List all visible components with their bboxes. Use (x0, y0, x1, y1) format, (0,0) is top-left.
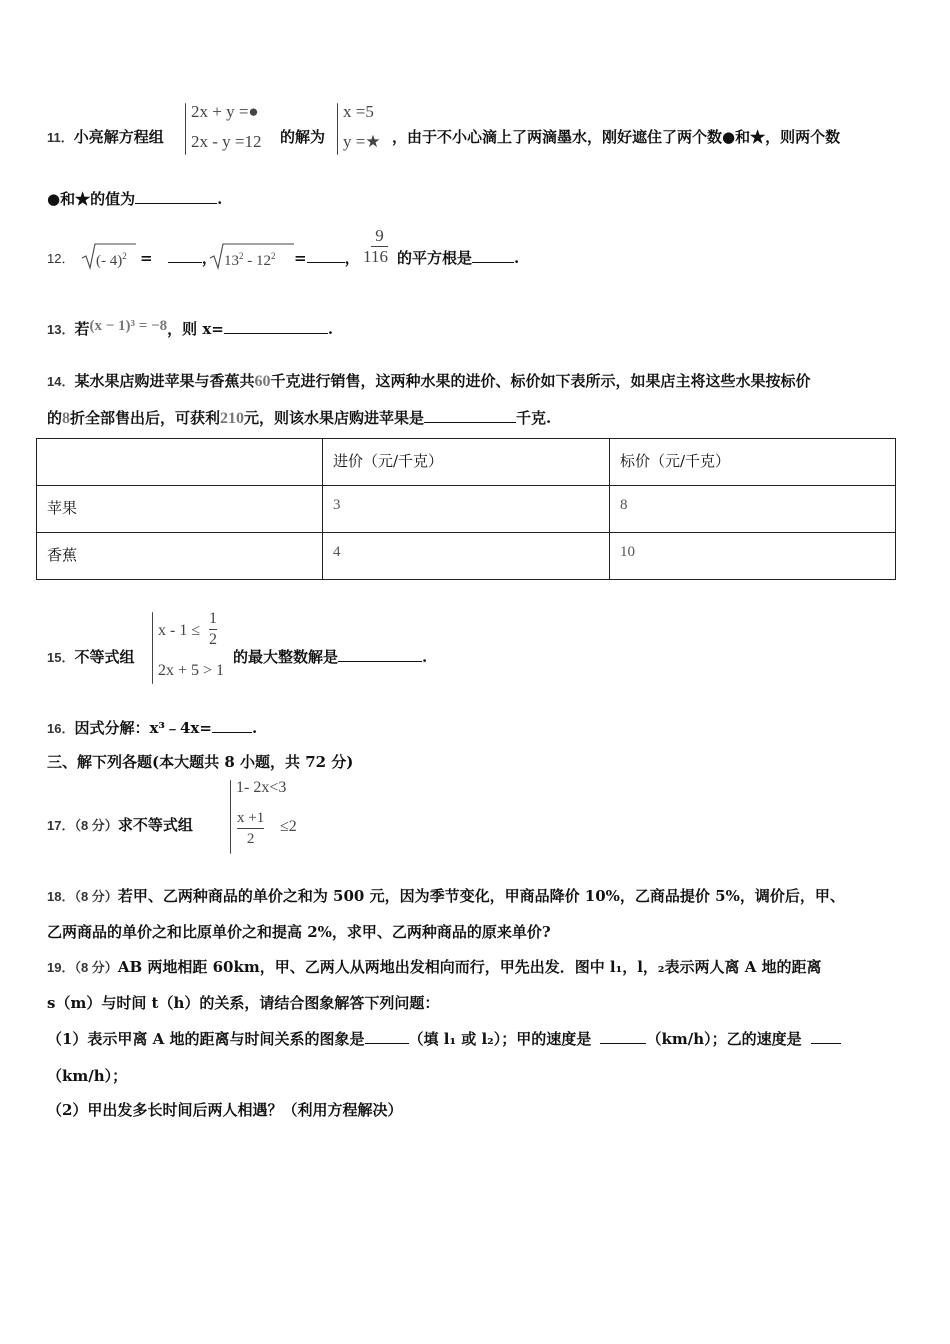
question-text: 因式分解：x³﹣4x= (74, 719, 212, 737)
question-14-line1 (47, 371, 811, 392)
radicand-text: (- 4) (96, 253, 123, 269)
math-expression: (x − 1)³ = −8 (89, 318, 168, 334)
question-number: 12． (47, 251, 75, 266)
price-table (36, 438, 896, 580)
inline-number: 210 (220, 410, 245, 427)
question-number: 15． (47, 650, 75, 665)
answer-blank[interactable] (424, 408, 516, 423)
question-text: 若甲、乙两种商品的单价之和为 500 元，因为季节变化，甲商品降价 10%，乙商品提价 5%，调价后，甲、 (117, 887, 845, 905)
radicand-2 (224, 246, 276, 271)
period: . (217, 190, 223, 208)
question-19-part1 (47, 1029, 841, 1049)
solution-row: y =★ (343, 132, 381, 151)
inequality-relation: ≤2 (280, 818, 297, 835)
inequality-text: x - 1 ≤ (158, 622, 201, 639)
score-label: （8 分） (74, 960, 118, 975)
question-15-label (47, 647, 134, 668)
score-label: （8 分） (74, 889, 118, 904)
answer-blank[interactable] (811, 1029, 841, 1044)
table-row (37, 486, 896, 533)
table-header-row (37, 439, 896, 486)
answer-blank[interactable] (307, 248, 345, 263)
period: . (514, 249, 520, 267)
inequality-row-1: 1- 2x<3 (236, 779, 287, 796)
equals-blank-1 (140, 248, 217, 268)
table-cell-cost: 3 (323, 486, 610, 533)
period: . (422, 648, 428, 666)
question-text: ●和★的值为 (47, 190, 136, 208)
exponent: 2 (122, 251, 127, 261)
inequality-fraction (209, 609, 217, 650)
answer-blank[interactable] (212, 718, 252, 733)
table-cell-cost: 4 (323, 533, 610, 580)
mixed-number-fraction (371, 226, 388, 267)
question-number: 16． (47, 721, 75, 736)
question-number: 14． (47, 374, 75, 389)
question-text: 的 (47, 409, 63, 427)
inline-number: 60 (254, 373, 271, 390)
fraction-denominator: 2 (209, 631, 217, 648)
question-16-line (47, 718, 257, 739)
answer-blank[interactable] (168, 248, 202, 263)
question-text: 不等式组 (74, 648, 135, 666)
inequality-system-brace (230, 780, 231, 854)
question-text: 折全部售出后，可获利 (70, 409, 221, 427)
question-17-label (47, 815, 193, 836)
question-number: 11． (47, 130, 74, 145)
question-number: 13． (47, 322, 75, 337)
separator: ， (201, 249, 217, 267)
radicand-text: - 12 (243, 253, 271, 269)
question-text: 小亮解方程组 (73, 128, 164, 146)
table-row (37, 533, 896, 580)
question-11-line1 (47, 127, 164, 148)
question-text: ，则 x= (167, 320, 224, 338)
question-12-tail (397, 248, 519, 268)
question-number: 17． (47, 818, 75, 833)
equals-blank-2 (294, 248, 360, 268)
solution-row: x =5 (343, 102, 374, 121)
inequality-row-1 (158, 622, 200, 640)
equation-system-brace (185, 103, 186, 155)
question-13-line (47, 319, 333, 340)
question-14-line2 (47, 408, 551, 429)
question-text: （1）表示甲离 A 地的距离与时间关系的图象是 (47, 1030, 365, 1048)
fraction-numerator: x +1 (237, 810, 265, 826)
question-text: （填 l₁ 或 l₂）；甲的速度是 (408, 1030, 592, 1048)
question-text: 求不等式组 (117, 816, 193, 834)
question-text: 的解为 (280, 128, 326, 146)
period: . (251, 719, 258, 737)
answer-blank[interactable] (224, 319, 328, 334)
table-cell-fruit: 苹果 (37, 486, 323, 533)
radicand-text: 13 (224, 253, 239, 269)
inequality-row-2: 2x + 5 > 1 (158, 662, 225, 679)
score-label: （8 分） (74, 818, 118, 833)
exponent: 2 (239, 251, 244, 261)
question-15-tail (233, 647, 427, 667)
question-text: （km/h）；乙的速度是 (646, 1030, 802, 1048)
answer-blank[interactable] (600, 1029, 646, 1044)
radicand-1 (96, 246, 127, 271)
inequality-fraction (237, 808, 264, 849)
fraction-numerator: 1 (209, 610, 217, 627)
question-19-part1-units: （km/h）； (47, 1067, 128, 1085)
separator: ， (344, 249, 360, 267)
question-text: ，由于不小心滴上了两滴墨水，刚好遮住了两个数●和★，则两个数 (392, 128, 841, 146)
question-11-line2 (47, 189, 222, 209)
table-cell-price: 10 (610, 533, 896, 580)
question-text: 若 (74, 320, 90, 338)
inequality-system-brace (152, 612, 153, 684)
question-text: AB 两地相距 60km，甲、乙两人从两地出发相向而行，甲先出发．图中 l₁，l，₂表示两人离 A 地的距离 (117, 958, 822, 976)
answer-blank[interactable] (472, 248, 514, 263)
fraction-denominator: 16 (371, 247, 388, 266)
answer-blank[interactable] (135, 189, 217, 204)
table-header-cell (37, 439, 323, 486)
exponent: 2 (271, 251, 276, 261)
equals-sign: = (294, 249, 307, 267)
question-text: 千克进行销售，这两种水果的进价、标价如下表所示，如果店主将这些水果按标价 (270, 372, 811, 390)
solution-system-brace (337, 103, 338, 155)
question-12-line (47, 248, 74, 269)
question-text: 的平方根是 (397, 249, 473, 267)
question-text: 某水果店购进苹果与香蕉共 (74, 372, 255, 390)
question-18-line1 (47, 886, 845, 907)
equals-sign: = (140, 249, 153, 267)
table-cell-fruit: 香蕉 (37, 533, 323, 580)
question-number: 18． (47, 889, 75, 904)
table-header-cell: 进价（元/千克） (323, 439, 610, 486)
question-18-line2: 乙两商品的单价之和比原单价之和提高 2%，求甲、乙两种商品的原来单价? (47, 923, 551, 941)
fraction-denominator: 2 (237, 828, 264, 849)
question-19-part2: （2）甲出发多长时间后两人相遇？（利用方程解决） (47, 1101, 403, 1119)
question-text: 元，则该水果店购进苹果是 (244, 409, 425, 427)
equation-row: 2x + y =● (191, 102, 259, 121)
table-header-cell: 标价（元/千克） (610, 439, 896, 486)
fraction-numerator: 9 (375, 226, 384, 245)
answer-blank[interactable] (338, 647, 422, 662)
mixed-number-whole: 1 (363, 247, 372, 266)
question-text: 千克. (516, 409, 552, 427)
table-cell-price: 8 (610, 486, 896, 533)
question-19-line2: s（m）与时间 t（h）的关系，请结合图象解答下列问题： (47, 994, 440, 1012)
section-heading: 三、解下列各题(本大题共 8 小题，共 72 分) (47, 753, 354, 771)
question-text: 的最大整数解是 (233, 648, 339, 666)
question-19-line1 (47, 957, 822, 978)
inline-number: 8 (62, 410, 71, 427)
period: . (327, 320, 334, 338)
question-number: 19． (47, 960, 75, 975)
answer-blank[interactable] (365, 1029, 409, 1044)
equation-row: 2x - y =12 (191, 132, 262, 151)
